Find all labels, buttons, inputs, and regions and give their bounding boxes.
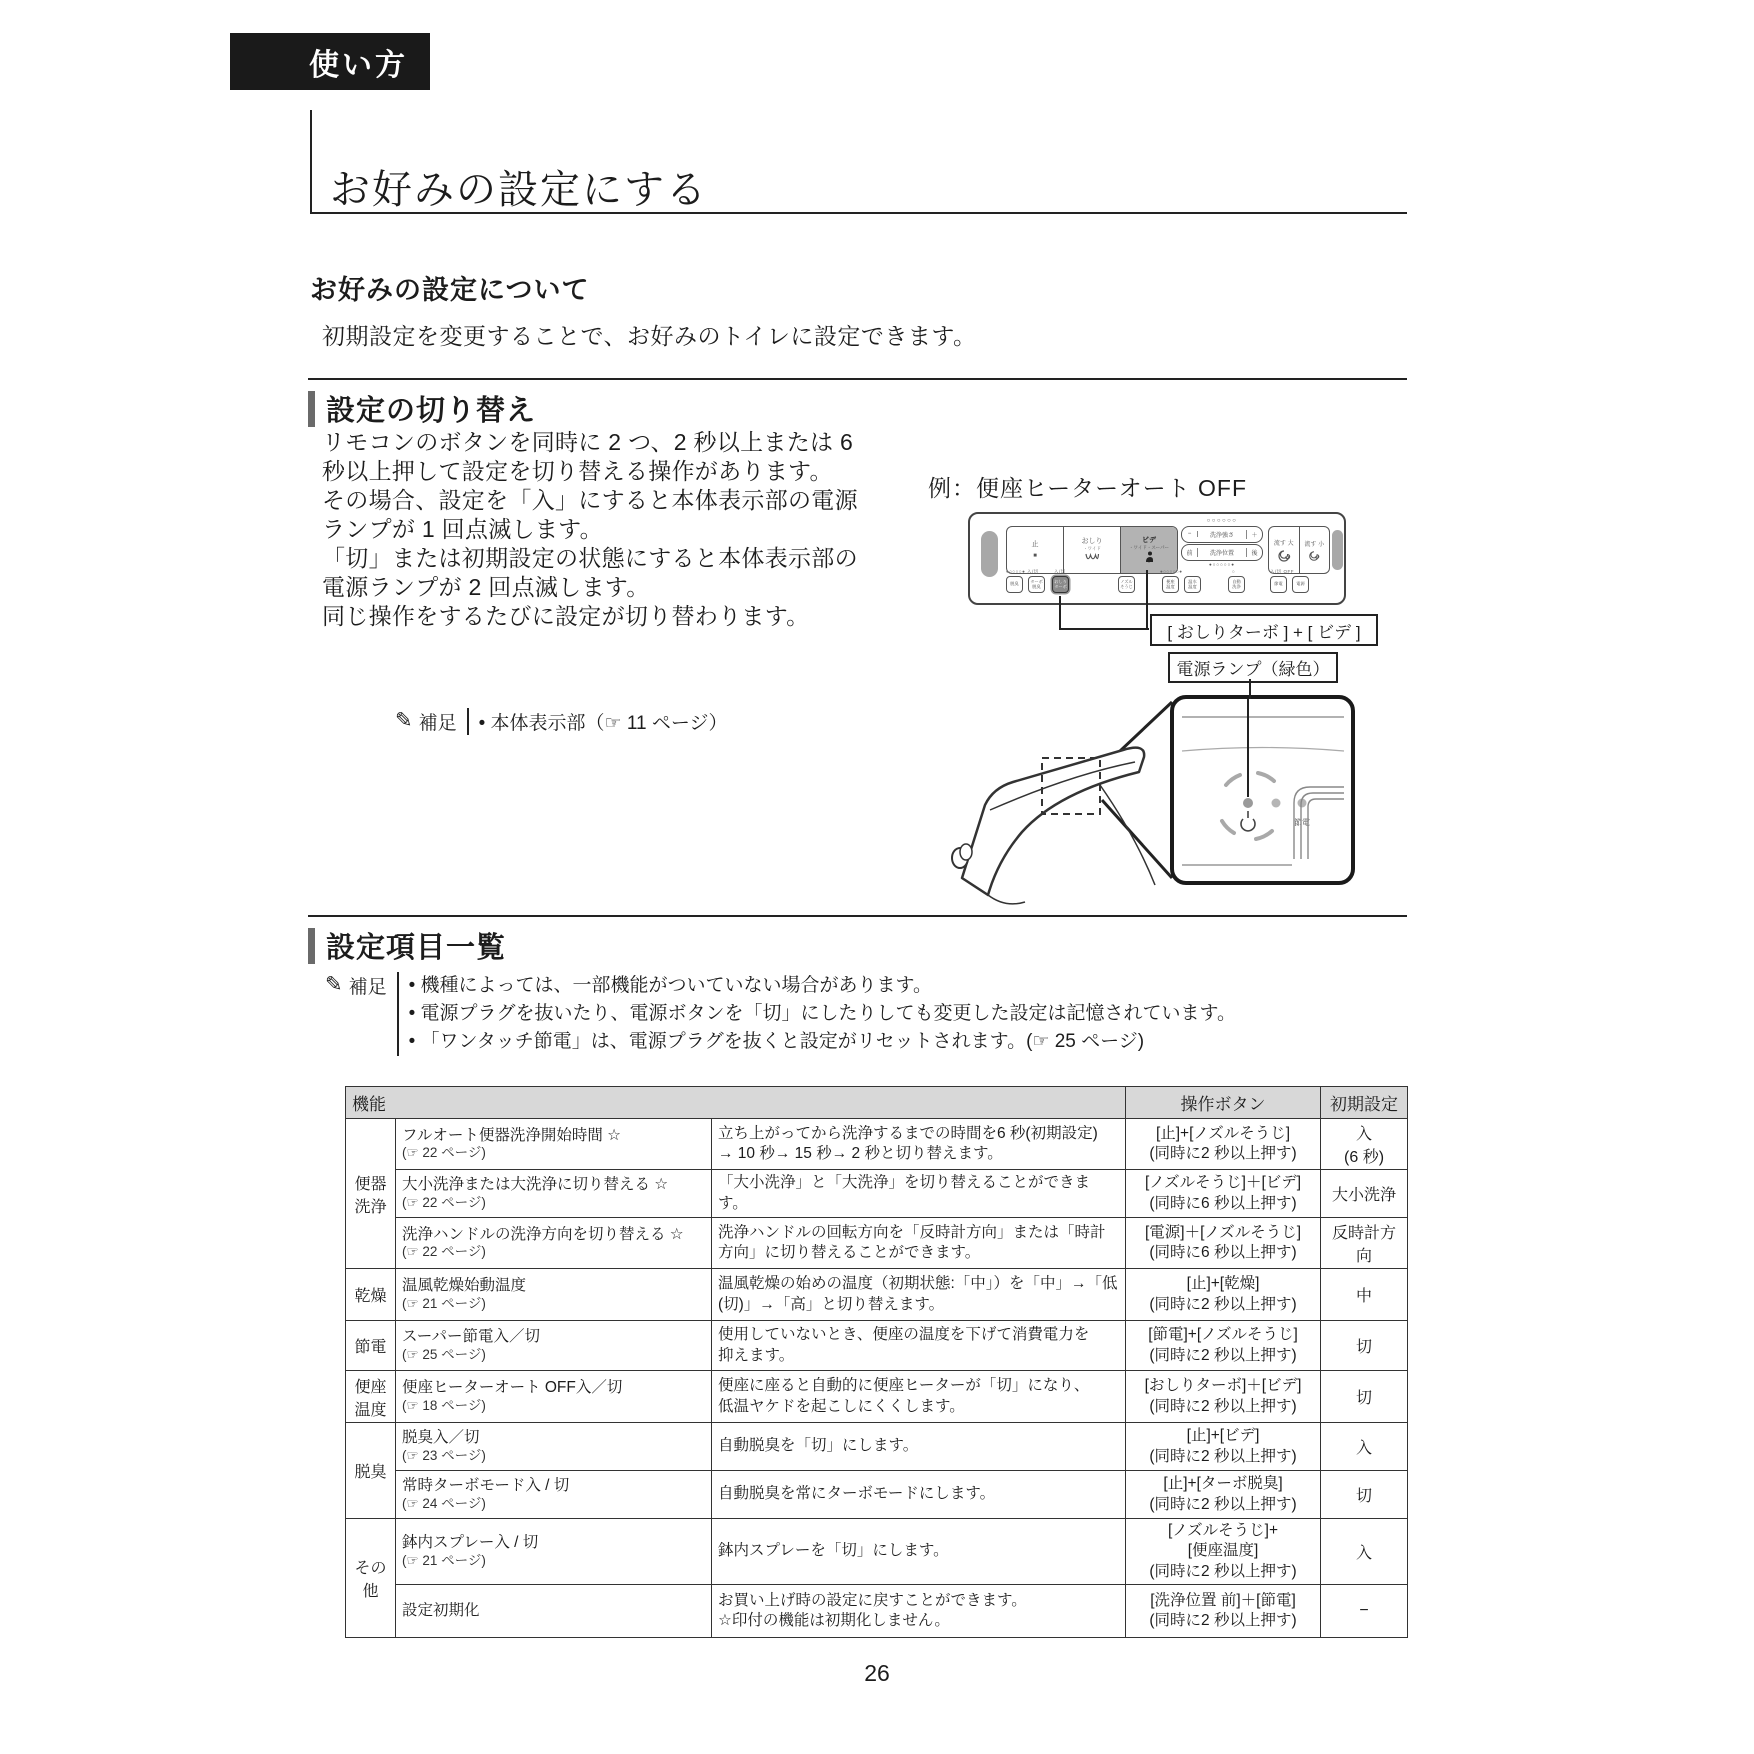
row-buttons: [節電]+[ノズルそうじ] (同時に2 秒以上押す) [1126,1321,1321,1371]
flush-buttons [1268,526,1330,574]
row-name [396,1218,712,1269]
function-name: 温風乾燥始動温度 [402,1277,527,1295]
header-buttons: 操作ボタン [1126,1087,1321,1119]
stop-square-icon: ■ [1033,552,1037,559]
oshiri-button [1064,527,1121,573]
row-desc: 立ち上がってから洗浄するまでの時間を6 秒(初期設定) → 10 秒→ 15 秒→ 2 秒と切り替えます。 [712,1119,1126,1170]
deodorize-indicator: ●○○○○● 入/切 [1006,569,1039,574]
oshiri-turbo-connector-line [1059,596,1149,630]
group-eco: 節電 [346,1321,396,1371]
seat-temp-button: 便座 温度 [1162,576,1179,593]
deodorize-button: 脱臭 [1006,576,1023,593]
row-default: 入 [1321,1519,1408,1585]
remote-right-grip [1332,530,1343,570]
oshiri-turbo-indicator: 入/切 [1054,569,1066,574]
note-label: 補足 [418,713,457,734]
stop-label: 止 [1031,540,1039,548]
eco-button: 節電 [1270,576,1287,593]
row-default: 大小洗浄 [1321,1170,1408,1218]
example-caption: 例：便座ヒーターオート OFF [928,475,1247,501]
section-list-title: 設定項目一覧 [326,932,507,964]
function-name: 鉢内スプレー入 / 切 [402,1534,539,1552]
row-default: 切 [1321,1321,1408,1371]
oshiri-label: おしり [1081,538,1103,546]
title-left-rule [310,110,312,214]
position-back-button: 後 [1246,548,1262,557]
lamp-connector-line [1249,679,1251,699]
page-ref: (☞ 21 ページ) [402,1552,486,1568]
row-name [396,1269,712,1321]
display-panel-art [1174,699,1351,881]
bide-sub-label: ・ワイド・スーパー [1129,545,1169,551]
flush-big-button [1269,527,1300,573]
table-row [346,1170,1408,1218]
bide-label: ビデ [1142,537,1156,545]
list-notes [325,972,1236,1056]
nozzle-clean-button: ノズル そうじ [1118,576,1135,593]
row-default: − [1321,1585,1408,1638]
oshiri-sub-label: ・ワイド [1083,546,1101,552]
row-buttons: [止]+[ビデ] (同時に2 秒以上押す) [1126,1423,1321,1471]
table-row [346,1423,1408,1471]
strength-plus-button: ＋ [1246,530,1262,539]
strength-minus-button: − [1182,531,1198,537]
row-name [396,1585,712,1638]
section-bar [308,928,315,964]
bide-person-icon [1142,551,1156,563]
power-button: 電源 [1292,576,1309,593]
table-row [346,1585,1408,1638]
page-ref: (☞ 21 ページ) [402,1295,486,1311]
switching-body-text: リモコンのボタンを同時に 2 つ、2 秒以上または 6 秒以上押して設定を切り替える操作があります。 その場合、設定を「入」にすると本体表示部の電源 ランプが 1 回点滅します。 「切」または初期設定の状態にすると本体表示部の 電源ランプが 2 回点滅します。 同じ操作をするたびに設定が切り替わります。 [322,429,858,629]
row-desc: 洗浄ハンドルの回転方向を「反時計方向」または「時計 方向」に切り替えることができます。 [712,1218,1126,1269]
indicator-dots-bottom: ●○○○○○● [1208,562,1236,567]
table-row [346,1321,1408,1371]
turbo-deodorize-button: ターボ 脱臭 [1028,576,1045,593]
page-number: 26 [864,1660,890,1686]
settings-table [345,1086,1408,1638]
row-buttons: [止]+[ターボ脱臭] (同時に2 秒以上押す) [1126,1471,1321,1519]
remote-left-grip [981,531,998,577]
row-desc: 「大小洗浄」と「大洗浄」を切り替えることができます。 [712,1170,1126,1218]
page-ref: (☞ 18 ページ) [402,1397,486,1413]
row-buttons: [ノズルそうじ]＋[ビデ] (同時に6 秒以上押す) [1126,1170,1321,1218]
pencil-icon: ✎ [325,973,343,996]
about-body: 初期設定を変更することで、お好みのトイレに設定できます。 [322,323,977,349]
temp-indicator: ●○○○○○● [1160,569,1183,574]
function-name: 大小洗浄または大洗浄に切り替える ☆ [402,1176,669,1194]
title-bottom-rule [310,212,1407,214]
svg-text:節電: 節電 [1294,818,1310,827]
row-buttons: [洗浄位置 前]＋[節電] (同時に2 秒以上押す) [1126,1585,1321,1638]
section-switching-header [308,378,1407,429]
row-desc: 自動脱臭を常にターボモードにします。 [712,1471,1126,1519]
list-note-1: • 機種によっては、一部機能がついていない場合があります。 [408,975,933,996]
pencil-icon: ✎ [395,709,413,732]
row-name [396,1119,712,1170]
button-combo-callout: [ おしりターボ ] + [ ビデ ] [1150,614,1378,646]
flush-small-spiral-icon [1308,550,1320,562]
chapter-tab-label: 使い方 [309,48,408,82]
page-ref: (☞ 25 ページ) [402,1346,486,1362]
stop-button [1007,527,1064,573]
switching-note-text: • 本体表示部（☞ 11 ページ） [467,708,728,735]
function-name: 設定初期化 [402,1602,480,1620]
row-desc: お買い上げ時の設定に戻すことができます。 ☆印付の機能は初期化しません。 [712,1585,1126,1638]
list-note-3: • 「ワンタッチ節電」は、電源プラグを抜くと設定がリセットされます。(☞ 25 ページ) [408,1031,1145,1052]
header-function: 機能 [346,1087,1126,1119]
section-bar [308,391,315,427]
row-buttons: [ノズルそうじ]+ [便座温度] (同時に2 秒以上押す) [1126,1519,1321,1585]
flush-big-spiral-icon [1277,549,1291,563]
row-desc: 温風乾燥の始めの温度（初期状態:「中」）を「中」→「低 (切)」→「高」と切り替えます。 [712,1269,1126,1321]
row-default: 切 [1321,1371,1408,1423]
bide-connector-line [1146,570,1148,628]
group-seat-temp: 便座 温度 [346,1371,396,1423]
row-buttons: [電源]＋[ノズルそうじ] (同時に6 秒以上押す) [1126,1218,1321,1269]
row-desc: 使用していないとき、便座の温度を下げて消費電力を 抑えます。 [712,1321,1126,1371]
page-ref: (☞ 24 ページ) [402,1495,486,1511]
group-other: その他 [346,1519,396,1638]
table-row [346,1519,1408,1585]
list-notes-body [397,972,1236,1056]
row-default: 反時計方向 [1321,1218,1408,1269]
row-name [396,1321,712,1371]
bide-button [1121,527,1177,573]
row-name [396,1371,712,1423]
flush-big-label: 流す 大 [1273,540,1294,547]
table-row [346,1371,1408,1423]
position-label: 洗浄位置 [1209,551,1234,557]
row-default: 入 (6 秒) [1321,1119,1408,1170]
table-row [346,1269,1408,1321]
row-buttons: [止]+[乾燥] (同時に2 秒以上押す) [1126,1269,1321,1321]
flush-small-label: 流す 小 [1304,541,1325,548]
group-dry: 乾燥 [346,1269,396,1321]
remote-main-buttons [1006,526,1178,574]
function-name: 脱臭入／切 [402,1429,480,1447]
row-default: 入 [1321,1423,1408,1471]
row-desc: 鉢内スプレーを「切」にします。 [712,1519,1126,1585]
about-heading: お好みの設定について [310,275,590,305]
row-default: 切 [1321,1471,1408,1519]
table-row [346,1471,1408,1519]
power-lamp-callout: 電源ランプ（緑色） [1168,652,1338,683]
table-header-row [346,1087,1408,1119]
wash-position-control [1181,544,1263,561]
page-title: お好みの設定にする [330,168,708,212]
position-front-button: 前 [1182,548,1198,557]
page-ref: (☞ 22 ページ) [402,1244,486,1260]
function-name: 洗浄ハンドルの洗浄方向を切り替える ☆ [402,1225,684,1243]
row-name [396,1170,712,1218]
page-ref: (☞ 22 ページ) [402,1194,486,1210]
row-name [396,1519,712,1585]
water-temp-button: 温水 温度 [1184,576,1201,593]
list-note-2: • 電源プラグを抜いたり、電源ボタンを「切」にしたりしても変更した設定は記憶されています。 [408,1003,1237,1024]
section-switching-title: 設定の切り替え [326,395,537,427]
auto-wash-button: 自動 洗浄 [1228,576,1245,593]
function-name: 常時ターボモード入 / 切 [402,1477,570,1495]
wash-adjust-cluster [1180,518,1264,580]
strength-label: 洗浄強さ [1209,532,1234,539]
header-default: 初期設定 [1321,1087,1408,1119]
function-name: フルオート便器洗浄開始時間 ☆ [402,1126,622,1144]
row-desc: 自動脱臭を「切」にします。 [712,1423,1126,1471]
function-name: 便座ヒーターオート OFF入／切 [402,1379,623,1397]
indicator-dots-top: ○○○○○○ [1206,518,1238,524]
remote-control [968,512,1346,605]
switching-note [395,708,728,735]
row-name [396,1471,712,1519]
page-ref: (☞ 23 ページ) [402,1447,486,1463]
group-deodorize: 脱臭 [346,1423,396,1519]
row-name [396,1423,712,1471]
row-default: 中 [1321,1269,1408,1321]
table-row [346,1119,1408,1170]
wash-strength-control [1181,526,1263,543]
display-panel-callout [1170,695,1355,885]
row-buttons: [止]+[ノズルそうじ] (同時に2 秒以上押す) [1126,1119,1321,1170]
oshiri-turbo-button: おしり ターボ [1052,576,1069,593]
group-toilet-wash: 便器 洗浄 [346,1119,396,1269]
page-ref: (☞ 22 ページ) [402,1145,486,1161]
chapter-tab [230,33,430,90]
note-label: 補足 [348,977,387,998]
auto-wash-indicator: ○ [1232,569,1236,574]
row-buttons: [おしりターボ]＋[ビデ] (同時に2 秒以上押す) [1126,1371,1321,1423]
power-indicator: 入/切 OFF [1270,569,1294,574]
flush-small-button [1300,527,1330,573]
table-row [346,1218,1408,1269]
oshiri-wash-icon [1084,552,1100,562]
row-desc: 便座に座ると自動的に便座ヒーターが「切」になり、 低温ヤケドを起こしにくくします。 [712,1371,1126,1423]
function-name: スーパー節電入／切 [402,1328,540,1346]
